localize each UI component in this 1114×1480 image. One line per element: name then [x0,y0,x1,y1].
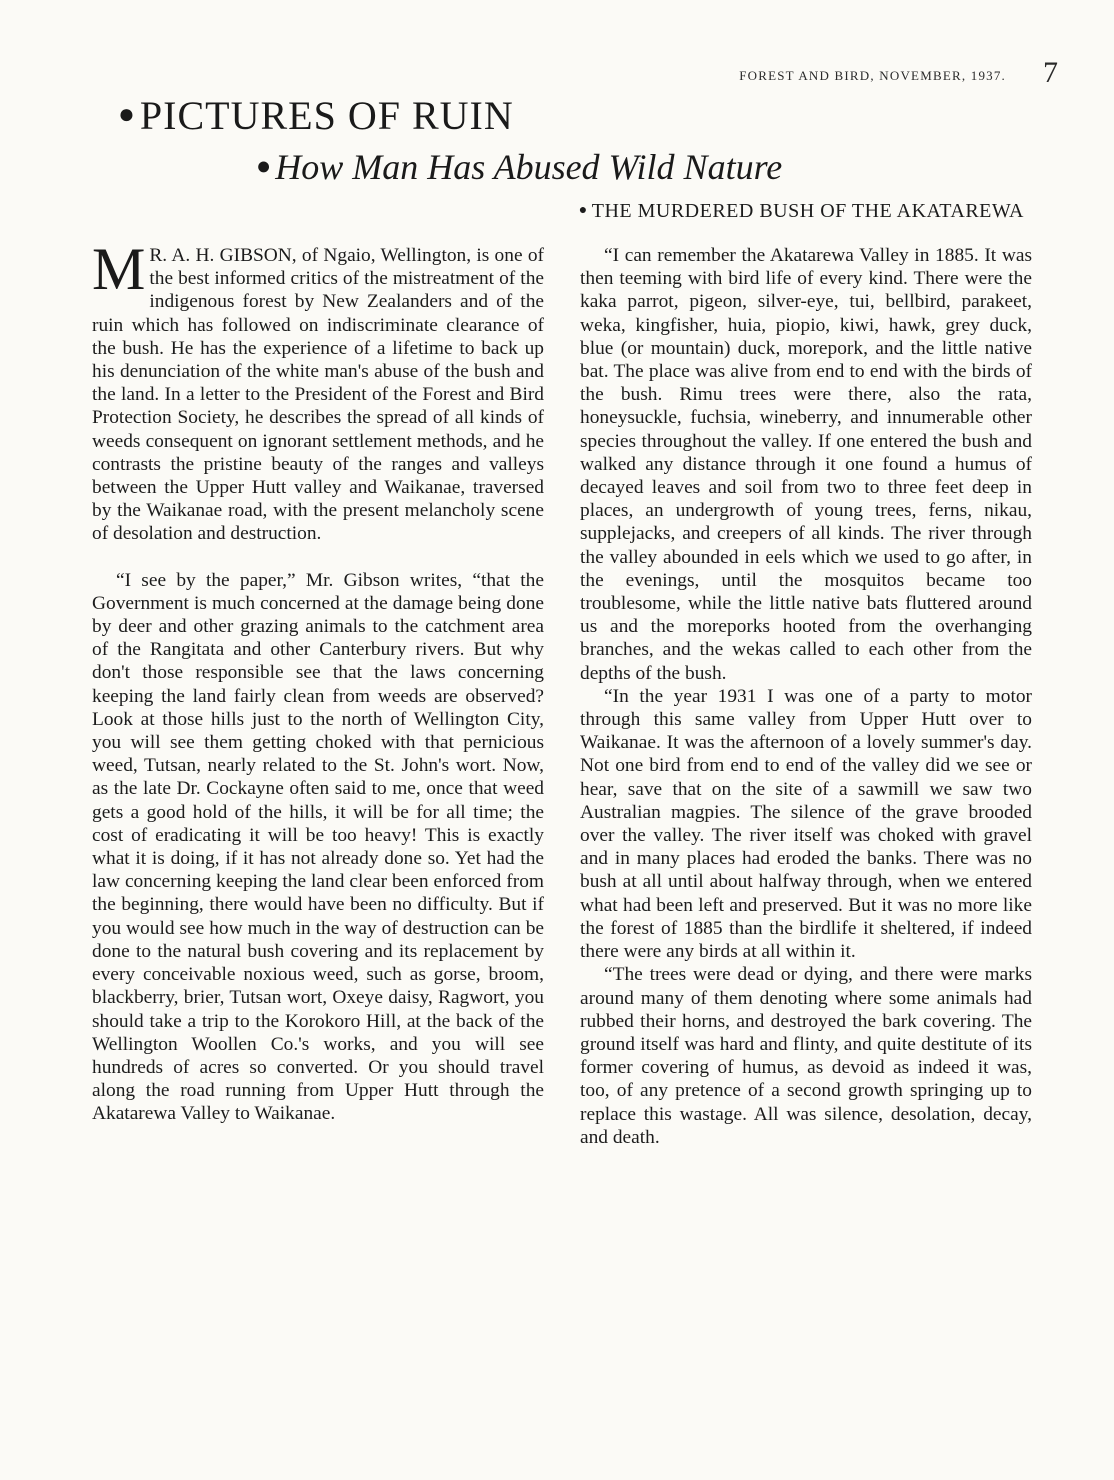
bullet-icon: ● [118,99,136,131]
subheadline-text: How Man Has Abused Wild Nature [275,147,783,187]
headline-text: PICTURES OF RUIN [139,93,514,138]
right-column [580,244,1032,1149]
paragraph: “The trees were dead or dying, and there were marks around many of them denoting where some animals had rubbed their horns, and destroyed the bark covering. The ground itself was hard and flinty, and quite destitute of its former covering of humus, as devoid as indeed it was, too, of any pretence of a second growth springing up to replace this wastage. All was silence, desolation, decay, and death. [580,964,1032,1148]
subheadline [256,146,782,188]
left-column [92,236,544,1126]
headline [118,92,514,139]
intro-paragraph-text: R. A. H. GIBSON, of Ngaio, Wellington, is one of the best informed critics of the mistreatment of the indigenous forest by New Zealanders and of the ruin which has followed on indiscriminate clearance of the bush. He has the experience of a lifetime to back up his denunciation of the white man's abuse of the bush and the land. In a letter to the President of the Forest and Bird Protection Society, he describes the spread of all kinds of weeds consequent on ignorant settlement methods, and he contrasts the pristine beauty of the ranges and valleys between the Upper Hutt valley and Waikanae, traversed by the Waikanae road, with the present melancholy scene of desolation and destruction. [92,245,544,545]
paragraph: “In the year 1931 I was one of a party to motor through this same valley from Upper Hutt over to Waikanae. It was the afternoon of a lovely summer's day. Not one bird from end to end of the valley did we see or hear, save that on the site of a sawmill we saw two Australian magpies. The silence of the grave brooded over the valley. The river itself was choked with gravel and in many places had eroded the banks. There was no bush at all until about halfway through, when we entered what had been left and preserved. But it was no more like the forest of 1885 than the birdlife it sheltered, if indeed there were any birds at all within it. [580,685,1032,963]
running-title: FOREST AND BIRD, NOVEMBER, 1937. [739,68,1006,83]
page-number: 7 [1043,56,1058,89]
bullet-icon: ● [256,152,272,180]
intro-paragraph [92,236,544,546]
bullet-icon: ● [578,203,588,219]
section-head [579,200,1024,223]
paragraph: “I see by the paper,” Mr. Gibson writes, “that the Government is much concerned at the damage being done by deer and other grazing animals to the catchment area of the Rangitata and other Canterbury rivers. But why don't those responsible see that the laws concerning keeping the land fairly clean from weeds are observed? Look at those hills just to the north of Wellington City, you will see them getting choked with that pernicious weed, Tutsan, nearly related to the St. John's wort. Now, as the late Dr. Cockayne often said to me, once that weed gets a good hold of the hills, it will be for all time; the cost of eradicating it will be too heavy! This is exactly what it is doing, if it has not already done so. Yet had the law concerning keeping the land clear been enforced from the beginning, there would have been no difficulty. But if you would see how much in the way of destruction can be done to the natural bush covering and its replacement by every conceivable noxious weed, such as gorse, broom, blackberry, brier, Tutsan wort, Oxeye daisy, Ragwort, you should take a trip to the Korokoro Hill, at the back of the Wellington Woollen Co.'s works, and you will see hundreds of acres so converted. Or you should travel along the road running from Upper Hutt through the Akatarewa Valley to Waikanae. [92,569,544,1125]
running-head [0,56,1114,92]
section-head-text: THE MURDERED BUSH OF THE AKATAREWA [591,200,1024,222]
paragraph: “I can remember the Akatarewa Valley in 1885. It was then teeming with bird life of every kind. There were the kaka parrot, pigeon, silver-eye, tui, bellbird, parakeet, weka, kingfisher, huia, piopio, kiwi, hawk, grey duck, blue (or mountain) duck, morepork, and the little native bat. The place was alive from end to end with the birds of the bush. Rimu trees were there, also the rata, honeysuckle, fuchsia, wineberry, and innumerable other species throughout the valley. If one entered the bush and walked any distance through it one found a humus of decayed leaves and soil from two to three feet deep in places, an undergrowth of young trees, ferns, nikau, supplejacks, and creepers of all kinds. The river through the valley abounded in eels which we used to go after, in the evenings, until the mosquitos became too troublesome, while the little native bats fluttered around us and the moreporks hooted from the overhanging branches, and the wekas called to each other from the depths of the bush. [580,245,1032,684]
drop-cap: M [92,236,146,302]
